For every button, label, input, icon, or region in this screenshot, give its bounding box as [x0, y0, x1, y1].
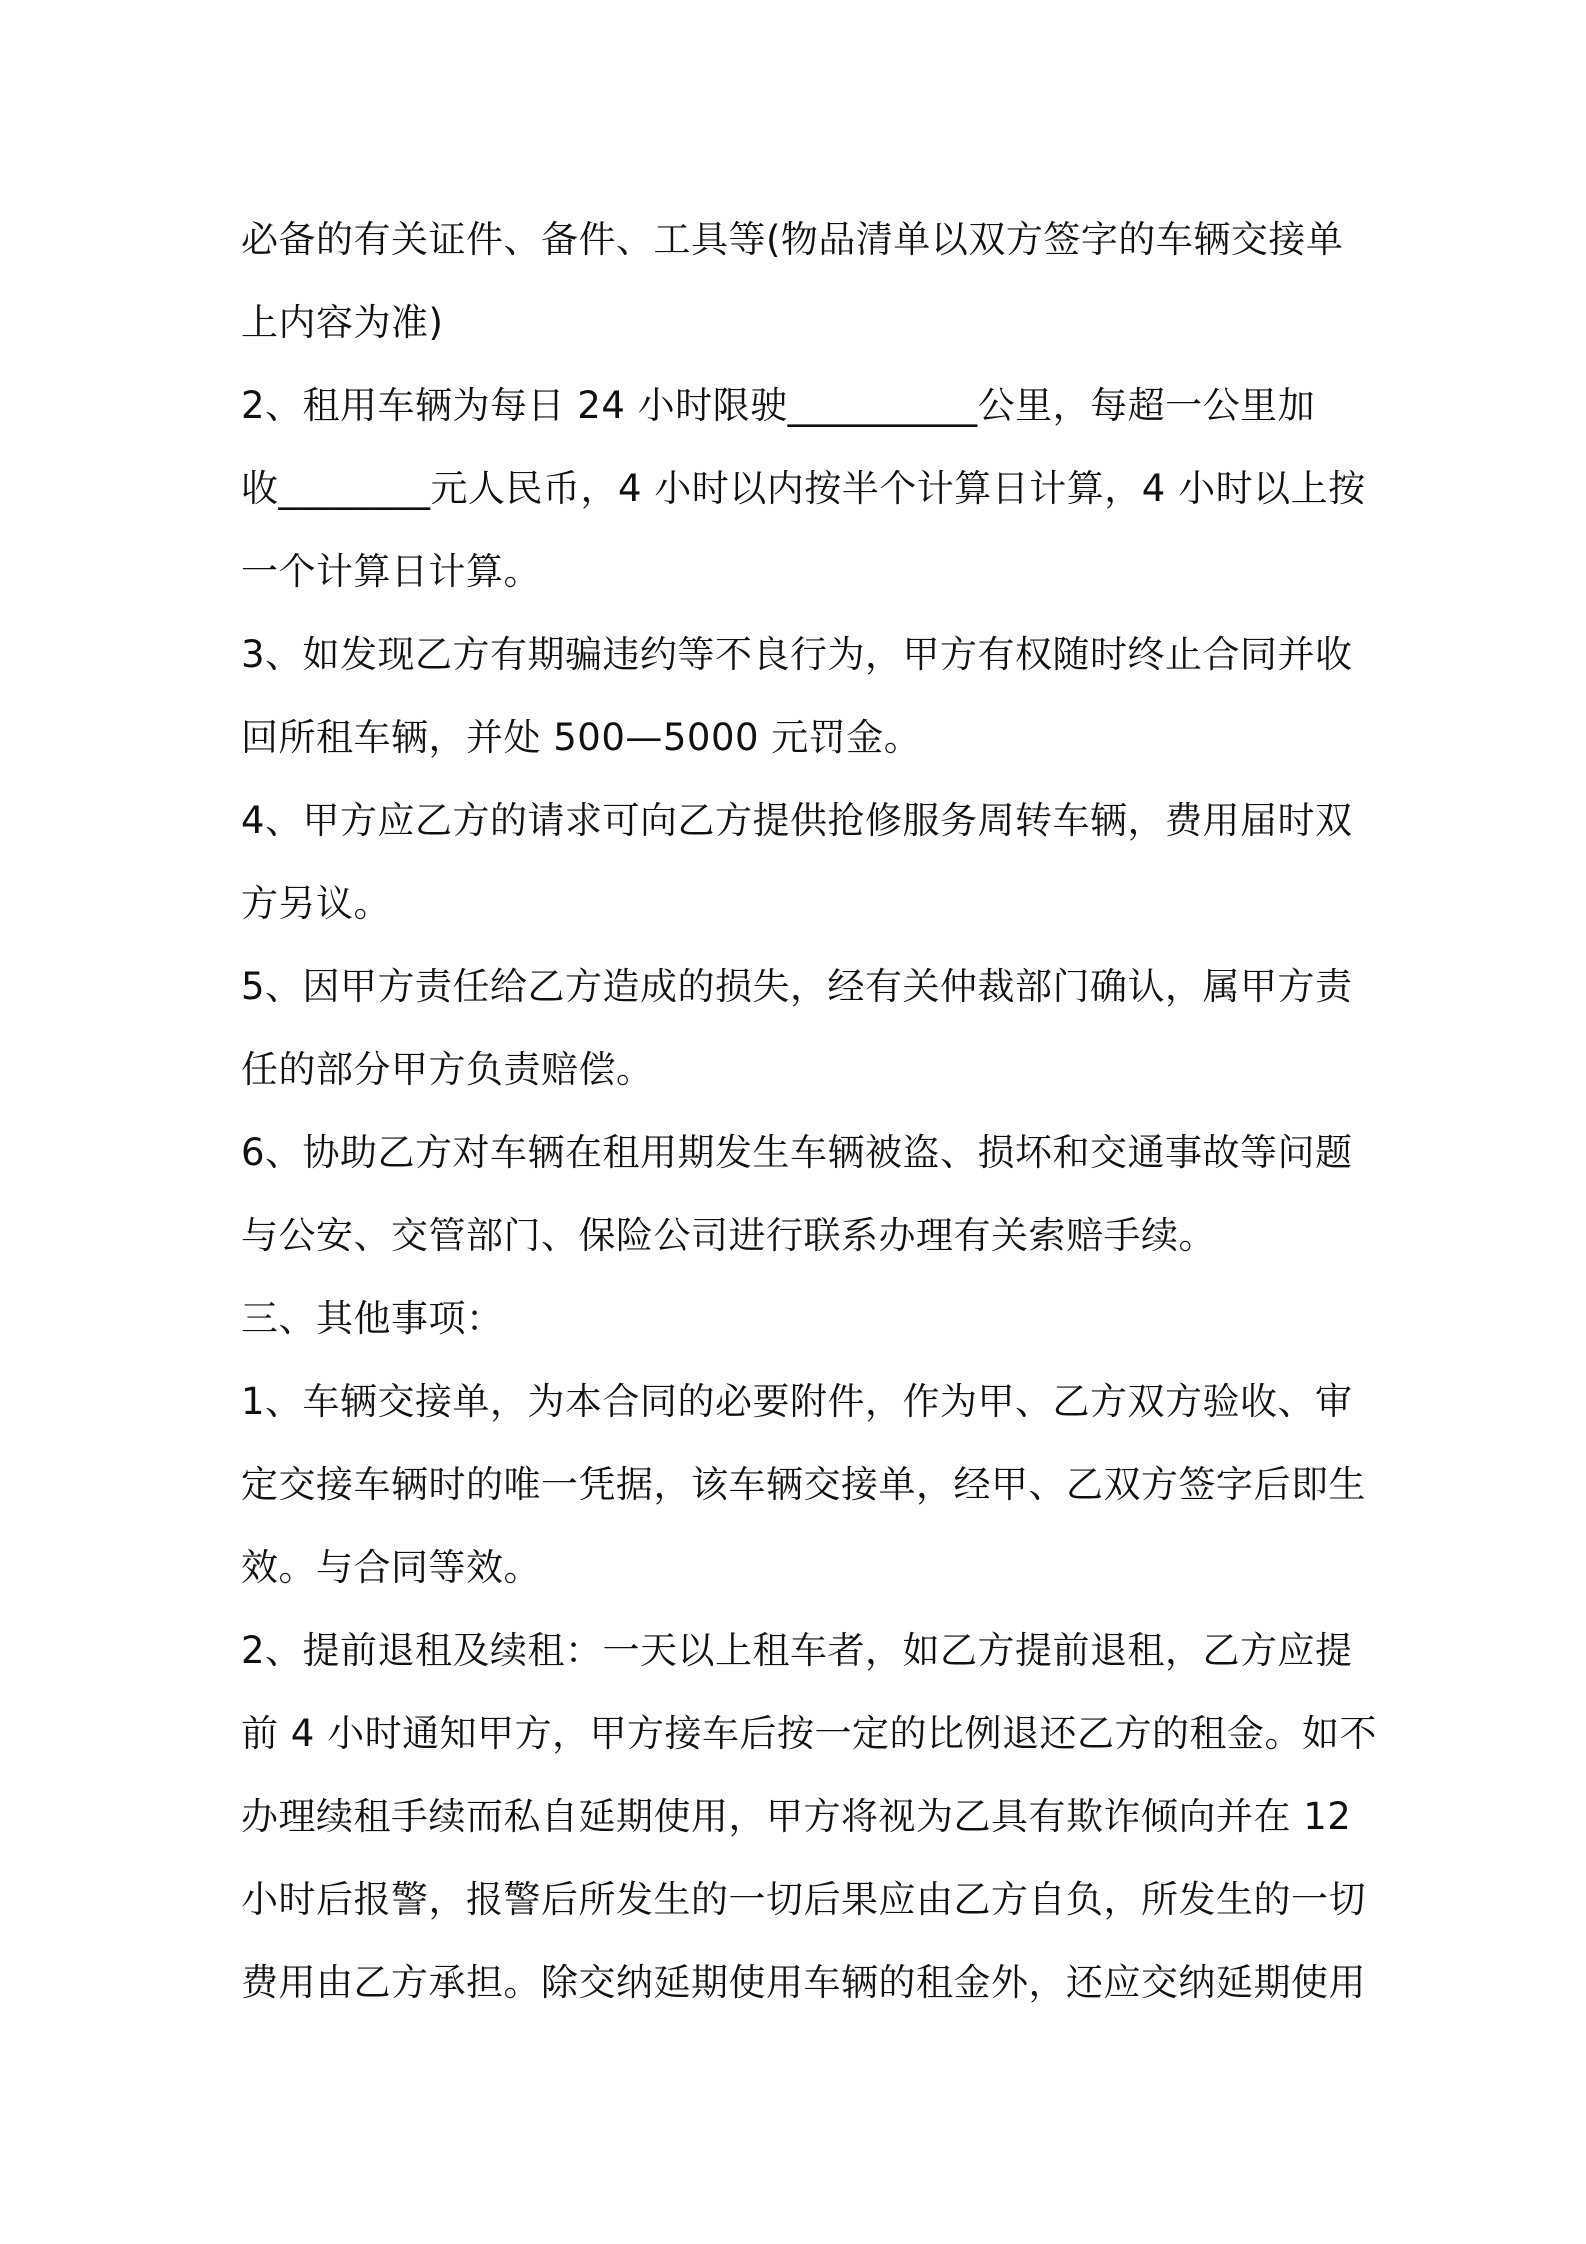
text-line: 4、甲方应乙方的请求可向乙方提供抢修服务周转车辆，费用届时双 [241, 799, 1353, 842]
text-line: 1、车辆交接单，为本合同的必要附件，作为甲、乙方双方验收、审 [241, 1380, 1353, 1423]
text-line: 效。与合同等效。 [241, 1546, 541, 1589]
text-line: 与公安、交管部门、保险公司进行联系办理有关索赔手续。 [241, 1214, 1216, 1257]
text-line: 办理续租手续而私自延期使用，甲方将视为乙具有欺诈倾向并在 12 [241, 1795, 1352, 1838]
text-line: 必备的有关证件、备件、工具等(物品清单以双方签字的车辆交接单 [241, 218, 1344, 261]
text-line: 2、租用车辆为每日 24 小时限驶__________公里，每超一公里加 [241, 384, 1316, 427]
text-line: 任的部分甲方负责赔偿。 [241, 1048, 654, 1091]
text-line: 前 4 小时通知甲方，甲方接车后按一定的比例退还乙方的租金。如不 [241, 1712, 1378, 1755]
text-line: 收________元人民币，4 小时以内按半个计算日计算，4 小时以上按 [241, 467, 1366, 510]
section-heading: 三、其他事项： [241, 1297, 504, 1340]
document-body [241, 198, 1378, 2024]
text-line: 方另议。 [241, 882, 391, 925]
text-line: 3、如发现乙方有期骗违约等不良行为，甲方有权随时终止合同并收 [241, 633, 1353, 676]
text-line: 回所租车辆，并处 500—5000 元罚金。 [241, 716, 922, 759]
text-line: 小时后报警，报警后所发生的一切后果应由乙方自负，所发生的一切 [241, 1878, 1366, 1921]
text-line: 2、提前退租及续租：一天以上租车者，如乙方提前退租，乙方应提 [241, 1629, 1353, 1672]
text-line: 定交接车辆时的唯一凭据，该车辆交接单，经甲、乙双方签字后即生 [241, 1463, 1366, 1506]
text-line: 5、因甲方责任给乙方造成的损失，经有关仲裁部门确认，属甲方责 [241, 965, 1353, 1008]
text-line: 上内容为准) [241, 301, 444, 344]
text-line: 一个计算日计算。 [241, 550, 541, 593]
text-line: 6、协助乙方对车辆在租用期发生车辆被盗、损坏和交通事故等问题 [241, 1131, 1353, 1174]
text-line: 费用由乙方承担。除交纳延期使用车辆的租金外，还应交纳延期使用 [241, 1961, 1366, 2004]
